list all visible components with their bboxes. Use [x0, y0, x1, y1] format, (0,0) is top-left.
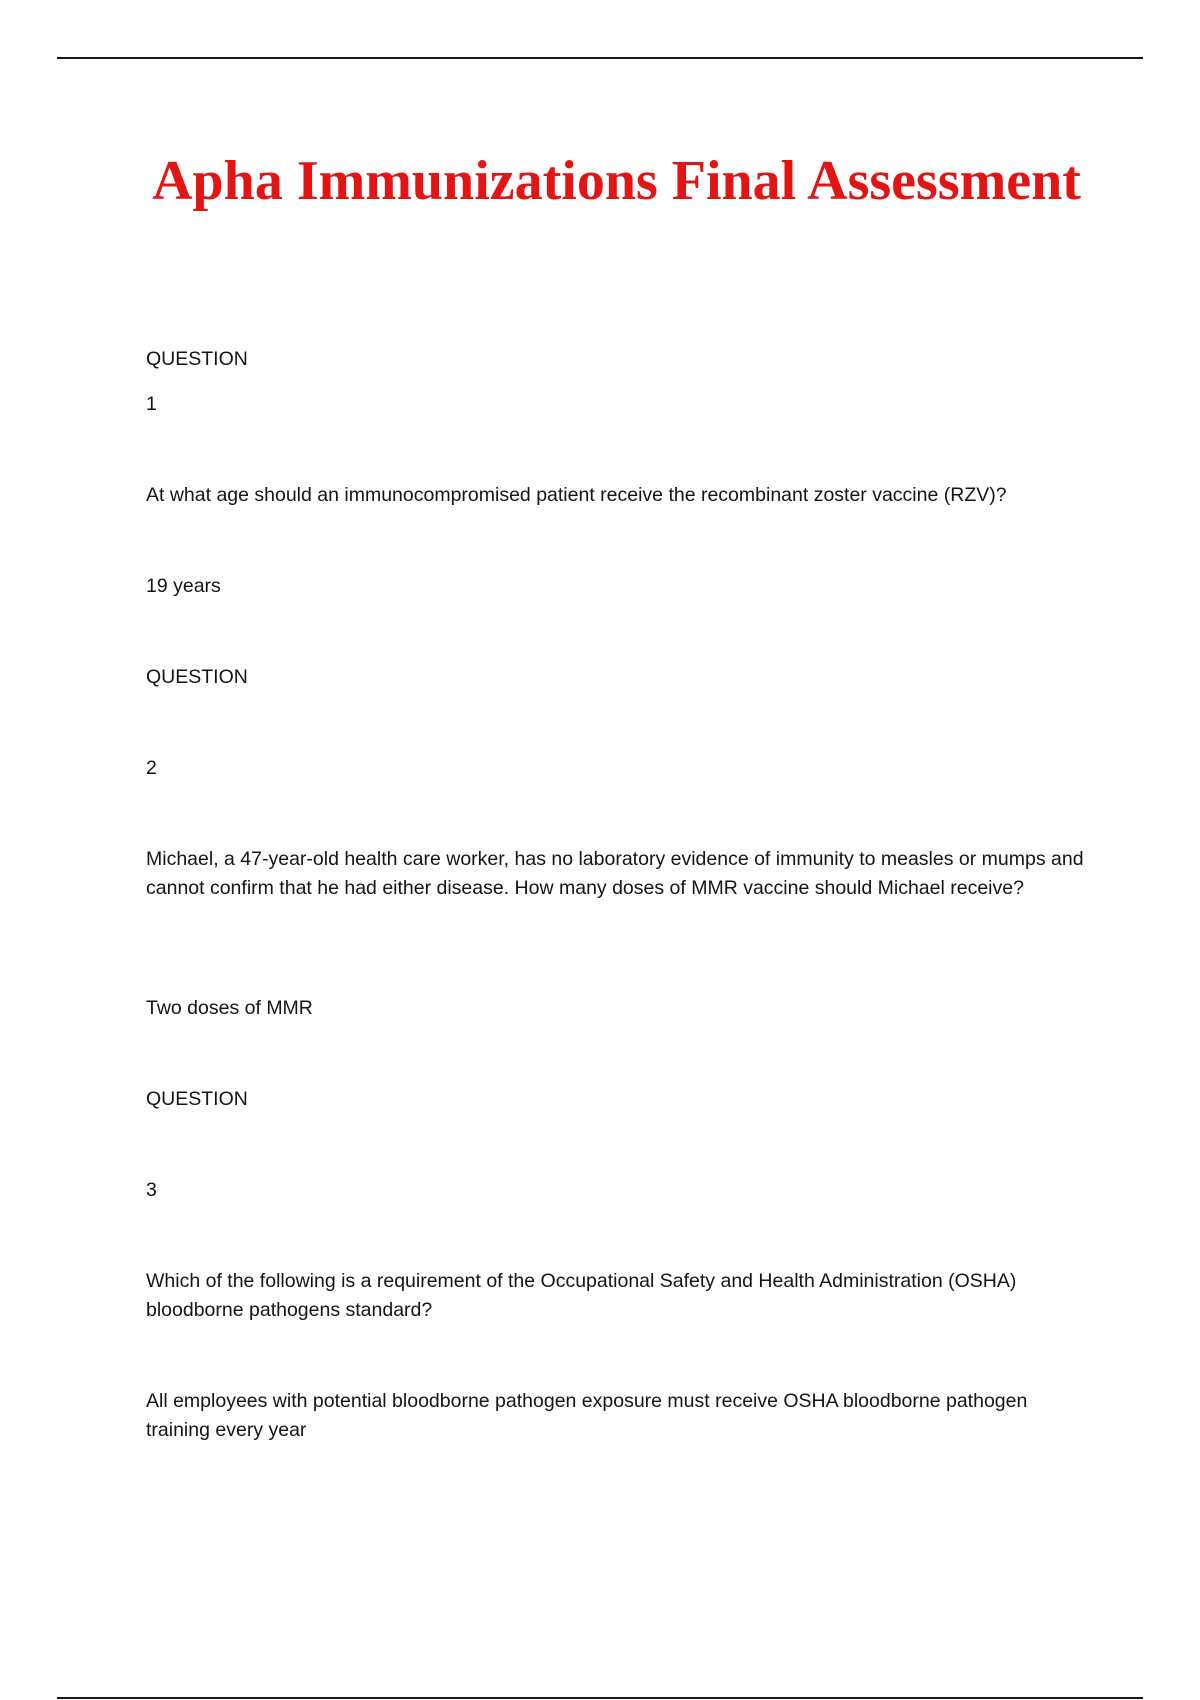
question-label: QUESTION [146, 348, 248, 370]
question-text: Michael, a 47-year-old health care worker, has no laboratory evidence of immunity to measles or mumps and cannot confirm that he had either disease. How many doses of MMR vaccine should Michael receive? [146, 848, 1084, 899]
question-number: 1 [146, 393, 157, 415]
question-text: Which of the following is a requirement of the Occupational Safety and Health Administration (OSHA) bloodborne pathogens standard? [146, 1270, 1017, 1321]
question-answer: All employees with potential bloodborne pathogen exposure must receive OSHA bloodborne pathogen training every year [146, 1390, 1028, 1441]
question-answer: 19 years [146, 575, 221, 597]
question-answer: Two doses of MMR [146, 997, 313, 1019]
question-text: At what age should an immunocompromised patient receive the recombinant zoster vaccine (RZV)? [146, 484, 1007, 506]
header-rule [57, 57, 1143, 59]
footer-rule [57, 1697, 1143, 1699]
question-label: QUESTION [146, 666, 248, 688]
question-number: 3 [146, 1179, 157, 1201]
question-number: 2 [146, 757, 157, 779]
question-label: QUESTION [146, 1088, 248, 1110]
document-title: Apha Immunizations Final Assessment [152, 150, 1081, 212]
